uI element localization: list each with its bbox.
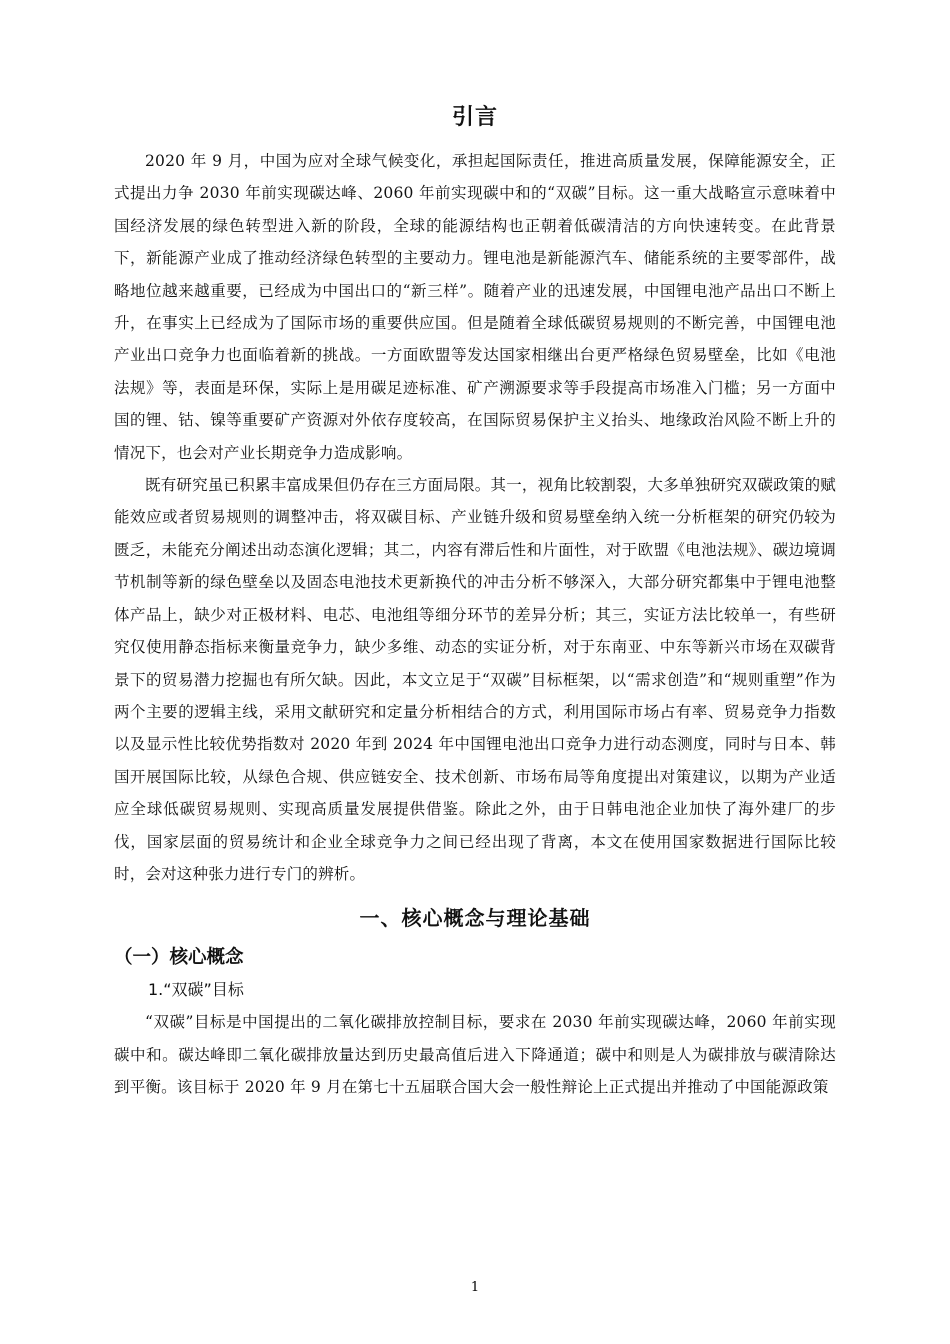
item-heading: 1.“双碳”目标 [148, 980, 244, 1000]
intro-paragraph-2: 既有研究虽已积累丰富成果但仍存在三方面局限。其一，视角比较割裂，大多单独研究双碳政策的赋能效应或者贸易规则的调整冲击，将双碳目标、产业链升级和贸易壁垒纳入统一分析框架的研究仍较为匮乏，未能充分阐述出动态演化逻辑；其二，内容有滞后性和片面性，对于欧盟《电池法规》、碳边境调节机制等新的绿色壁垒以及固态电池技术更新换代的冲击分析不够深入，大部分研究都集中于锂电池整体产品上，缺少对正极材料、电芯、电池组等细分环节的差异分析；其三，实证方法比较单一，有些研究仅使用静态指标来衡量竞争力，缺少多维、动态的实证分析，对于东南亚、中东等新兴市场在双碳背景下的贸易潜力挖掘也有所欠缺。因此，本文立足于“双碳”目标框架，以“需求创造”和“规则重塑”作为两个主要的逻辑主线，采用文献研究和定量分析相结合的方式，利用国际市场占有率、贸易竞争力指数以及显示性比较优势指数对 2020 年到 2024 年中国锂电池出口竞争力进行动态测度，同时与日本、韩国开展国际比较，从绿色合规、供应链安全、技术创新、市场布局等角度提出对策建议，以期为产业适应全球低碳贸易规则、实现高质量发展提供借鉴。除此之外，由于日韩电池企业加快了海外建厂的步伐，国家层面的贸易统计和企业全球竞争力之间已经出现了背离，本文在使用国家数据进行国际比较时，会对这种张力进行专门的辨析。 [114, 476, 836, 883]
intro-paragraph-1: 2020 年 9 月，中国为应对全球气候变化，承担起国际责任，推进高质量发展，保障能源安全，正式提出力争 2030 年前实现碳达峰、2060 年前实现碳中和的“双碳”目标。这一重大战略宣示意味着中国经济发展的绿色转型进入新的阶段，全球的能源结构也正朝着低碳清洁的方向快速转变。在此背景下，新能源产业成了推动经济绿色转型的主要动力。锂电池是新能源汽车、储能系统的主要零部件，战略地位越来越重要，已经成为中国出口的“新三样”。随着产业的迅速发展，中国锂电池产品出口不断上升，在事实上已经成为了国际市场的重要供应国。但是随着全球低碳贸易规则的不断完善，中国锂电池产业出口竞争力也面临着新的挑战。一方面欧盟等发达国家相继出台更严格绿色贸易壁垒，比如《电池法规》等，表面是环保，实际上是用碳足迹标准、矿产溯源要求等手段提高市场准入门槛；另一方面中国的锂、钴、镍等重要矿产资源对外依存度较高，在国际贸易保护主义抬头、地缘政治风险不断上升的情况下，也会对产业长期竞争力造成影响。 [114, 152, 836, 462]
section-heading: 一、核心概念与理论基础 [359, 906, 591, 931]
page-number: 1 [470, 1280, 480, 1295]
intro-title: 引言 [451, 105, 498, 130]
concept-paragraph: “双碳”目标是中国提出的二氧化碳排放控制目标，要求在 2030 年前实现碳达峰，2060 年前实现碳中和。碳达峰即二氧化碳排放量达到历史最高值后进入下降通道；碳中和则是人为碳排放与碳清除达到平衡。该目标于 2020 年 9 月在第七十五届联合国大会一般性辩论上正式提出并推动了中国能源政策 [114, 1013, 836, 1097]
subsection-heading: （一）核心概念 [114, 947, 244, 969]
